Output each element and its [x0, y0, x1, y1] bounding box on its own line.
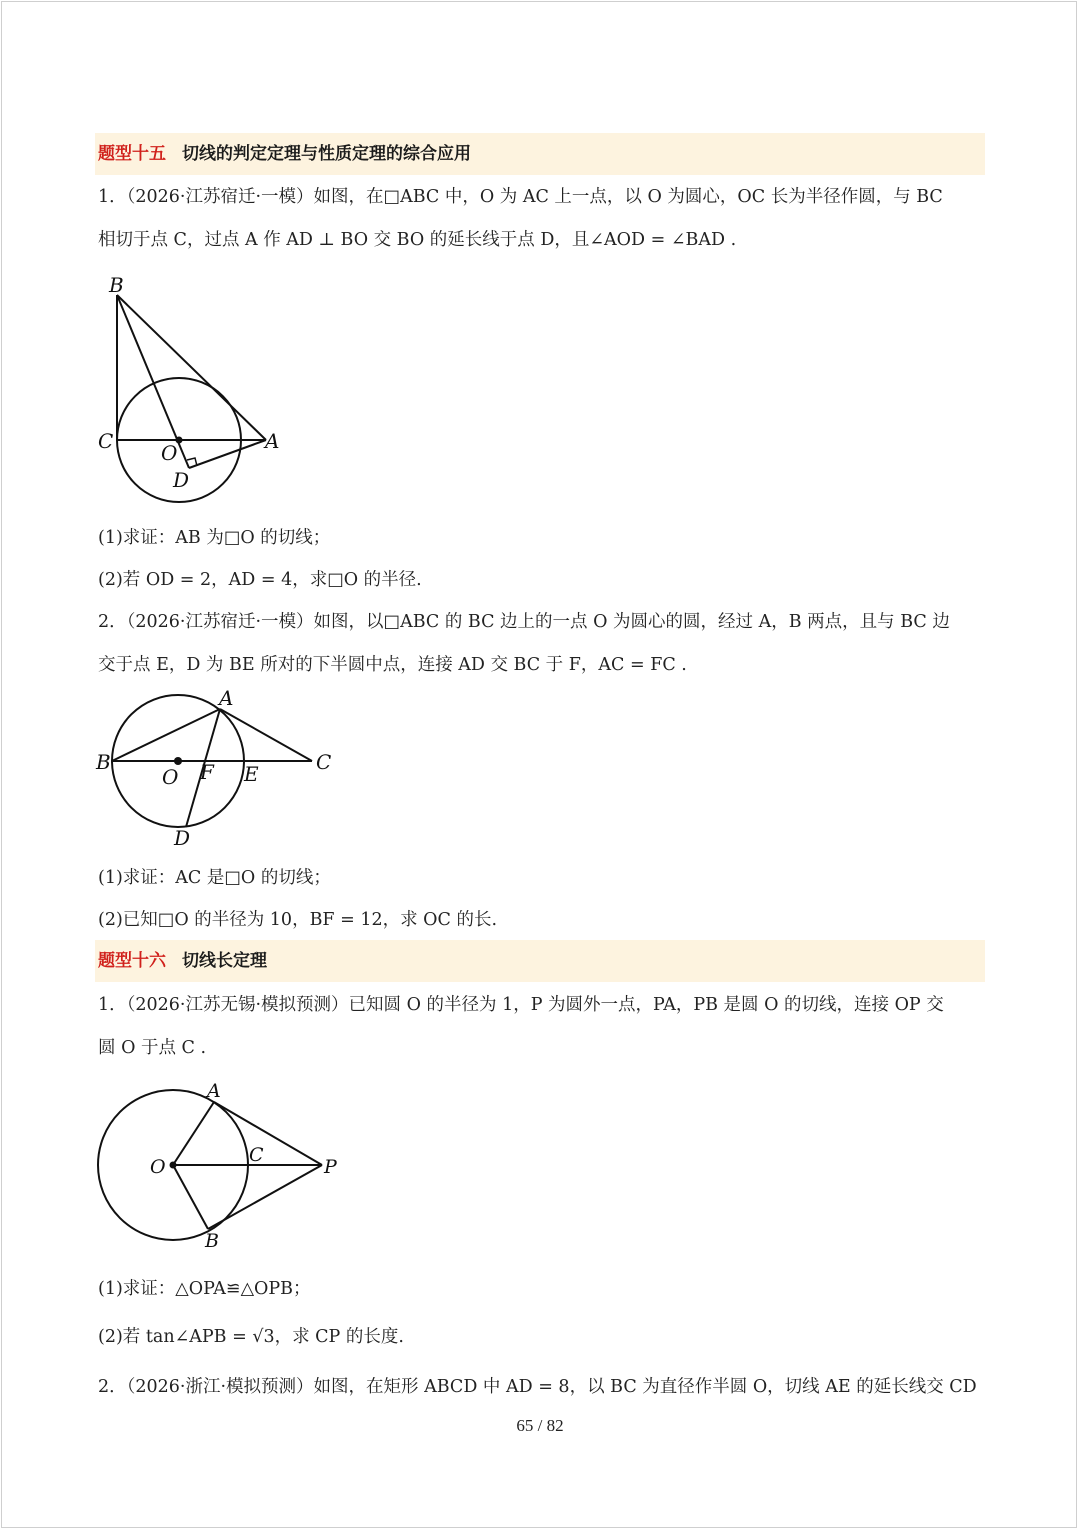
figure-tangent-lengths — [90, 1075, 350, 1255]
center-point — [174, 757, 182, 765]
label-o: O — [162, 765, 179, 789]
segment-da — [189, 440, 266, 468]
sub-question: (2)已知□O 的半径为 10，BF = 12，求 OC 的长. — [98, 910, 498, 930]
segment-ob — [173, 1165, 208, 1229]
section-title: 切线长定理 — [182, 951, 267, 971]
section-label: 题型十五 — [98, 144, 166, 164]
label-o: O — [150, 1156, 166, 1178]
sub-question: (1)求证：AC 是□O 的切线； — [98, 868, 331, 888]
segment-ac — [220, 709, 312, 761]
label-p: P — [324, 1156, 337, 1178]
figure-circle-tangent-ac — [90, 685, 340, 855]
segment-ba — [117, 295, 266, 440]
label-b: B — [109, 273, 124, 297]
label-b: B — [96, 750, 111, 774]
label-d: D — [174, 826, 191, 850]
label-a: A — [207, 1080, 221, 1102]
question-text: 1．（2026·江苏无锡·模拟预测）已知圆 O 的半径为 1，P 为圆外一点，PA，PB 是圆 O 的切线，连接 OP 交 — [98, 995, 944, 1015]
question-text: 圆 O 于点 C . — [98, 1038, 207, 1058]
sub-question: (1)求证：△OPA≌△OPB； — [98, 1279, 311, 1299]
question-text: 交于点 E，D 为 BE 所对的下半圆中点，连接 AD 交 BC 于 F，AC = FC . — [98, 655, 687, 675]
question-text: 2．（2026·浙江·模拟预测）如图，在矩形 ABCD 中 AD = 8，以 BC 为直径作半圆 O，切线 AE 的延长线交 CD — [98, 1377, 977, 1397]
segment-ap — [214, 1102, 322, 1165]
sub-question: (2)若 OD = 2，AD = 4，求□O 的半径. — [98, 570, 422, 590]
section-label: 题型十六 — [98, 951, 166, 971]
label-f: F — [200, 760, 214, 784]
label-c: C — [316, 750, 332, 774]
segment-bp — [208, 1165, 322, 1229]
question-text: 2．（2026·江苏宿迁·一模）如图，以□ABC 的 BC 边上的一点 O 为圆心的圆，经过 A，B 两点，且与 BC 边 — [98, 612, 950, 632]
page-number: 65 / 82 — [516, 1416, 564, 1435]
label-e: E — [244, 762, 259, 786]
center-point — [170, 1162, 177, 1169]
label-d: D — [173, 468, 190, 492]
label-o: O — [161, 441, 178, 465]
figure-tangent-triangle — [90, 270, 290, 510]
section-title: 切线的判定定理与性质定理的综合应用 — [182, 144, 471, 164]
label-b: B — [205, 1230, 219, 1252]
question-text: 1．（2026·江苏宿迁·一模）如图，在□ABC 中，O 为 AC 上一点，以 O 为圆心，OC 长为半径作圆，与 BC — [98, 187, 943, 207]
segment-oa — [173, 1102, 214, 1165]
sub-question: (1)求证：AB 为□O 的切线； — [98, 528, 331, 548]
question-text: 相切于点 C，过点 A 作 AD ⊥ BO 交 BO 的延长线于点 D，且∠AOD = ∠BAD . — [98, 230, 737, 250]
label-a: A — [219, 686, 234, 710]
section-header-15 — [95, 133, 985, 175]
sub-question: (2)若 tan∠APB = √3，求 CP 的长度. — [98, 1327, 404, 1347]
label-a: A — [265, 429, 280, 453]
label-c: C — [98, 429, 114, 453]
label-c: C — [249, 1144, 264, 1166]
section-header-16 — [95, 940, 985, 982]
